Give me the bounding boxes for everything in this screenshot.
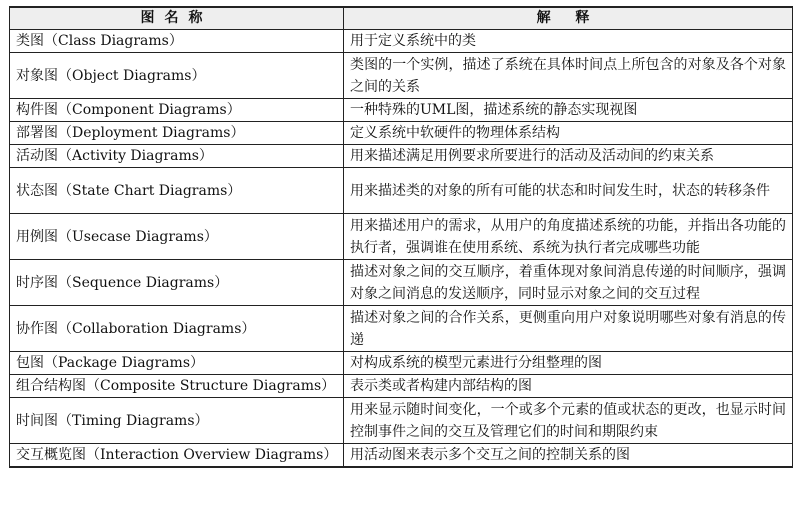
diagram-name-cell: 活动图（Activity Diagrams） bbox=[10, 145, 344, 168]
diagram-name-cell: 构件图（Component Diagrams） bbox=[10, 99, 344, 122]
table-row bbox=[10, 99, 793, 122]
diagram-desc-cell: 用于定义系统中的类 bbox=[344, 30, 793, 53]
table-row bbox=[10, 352, 793, 375]
diagram-desc-cell: 用活动图来表示多个交互之间的控制关系的图 bbox=[344, 444, 793, 468]
diagram-desc-cell: 对构成系统的模型元素进行分组整理的图 bbox=[344, 352, 793, 375]
diagram-name-cell: 状态图（State Chart Diagrams） bbox=[10, 168, 344, 214]
table-row bbox=[10, 214, 793, 260]
table-row bbox=[10, 145, 793, 168]
table-row bbox=[10, 260, 793, 306]
diagram-name-cell: 包图（Package Diagrams） bbox=[10, 352, 344, 375]
diagram-name-cell: 协作图（Collaboration Diagrams） bbox=[10, 306, 344, 352]
diagram-desc-cell: 描述对象之间的合作关系，更侧重向用户对象说明哪些对象有消息的传递 bbox=[344, 306, 793, 352]
diagram-desc-cell: 类图的一个实例，描述了系统在具体时间点上所包含的对象及各个对象之间的关系 bbox=[344, 53, 793, 99]
table-row bbox=[10, 122, 793, 145]
header-diagram-name: 图名称 bbox=[10, 7, 344, 30]
diagram-desc-cell: 用来描述满足用例要求所要进行的活动及活动间的约束关系 bbox=[344, 145, 793, 168]
diagram-name-cell: 用例图（Usecase Diagrams） bbox=[10, 214, 344, 260]
table-row bbox=[10, 30, 793, 53]
diagram-desc-cell: 定义系统中软硬件的物理体系结构 bbox=[344, 122, 793, 145]
table-row bbox=[10, 168, 793, 214]
table-row bbox=[10, 444, 793, 468]
diagram-name-cell: 类图（Class Diagrams） bbox=[10, 30, 344, 53]
diagram-desc-cell: 一种特殊的UML图，描述系统的静态实现视图 bbox=[344, 99, 793, 122]
diagram-name-cell: 组合结构图（Composite Structure Diagrams） bbox=[10, 375, 344, 398]
header-explanation: 解 释 bbox=[344, 7, 793, 30]
diagram-desc-cell: 用来显示随时间变化，一个或多个元素的值或状态的更改，也显示时间控制事件之间的交互及管理它们的时间和期限约束 bbox=[344, 398, 793, 444]
uml-diagram-table bbox=[9, 6, 793, 468]
diagram-desc-cell: 用来描述类的对象的所有可能的状态和时间发生时，状态的转移条件 bbox=[344, 168, 793, 214]
diagram-desc-cell: 用来描述用户的需求，从用户的角度描述系统的功能，并指出各功能的执行者，强调谁在使用系统、系统为执行者完成哪些功能 bbox=[344, 214, 793, 260]
diagram-name-cell: 时序图（Sequence Diagrams） bbox=[10, 260, 344, 306]
diagram-desc-cell: 表示类或者构建内部结构的图 bbox=[344, 375, 793, 398]
diagram-name-cell: 部署图（Deployment Diagrams） bbox=[10, 122, 344, 145]
diagram-name-cell: 交互概览图（Interaction Overview Diagrams） bbox=[10, 444, 344, 468]
table-row bbox=[10, 306, 793, 352]
table-row bbox=[10, 375, 793, 398]
diagram-desc-cell: 描述对象之间的交互顺序，着重体现对象间消息传递的时间顺序，强调对象之间消息的发送顺序，同时显示对象之间的交互过程 bbox=[344, 260, 793, 306]
diagram-name-cell: 对象图（Object Diagrams） bbox=[10, 53, 344, 99]
diagram-name-cell: 时间图（Timing Diagrams） bbox=[10, 398, 344, 444]
table-header-row bbox=[10, 7, 793, 30]
table-row bbox=[10, 53, 793, 99]
table-row bbox=[10, 398, 793, 444]
